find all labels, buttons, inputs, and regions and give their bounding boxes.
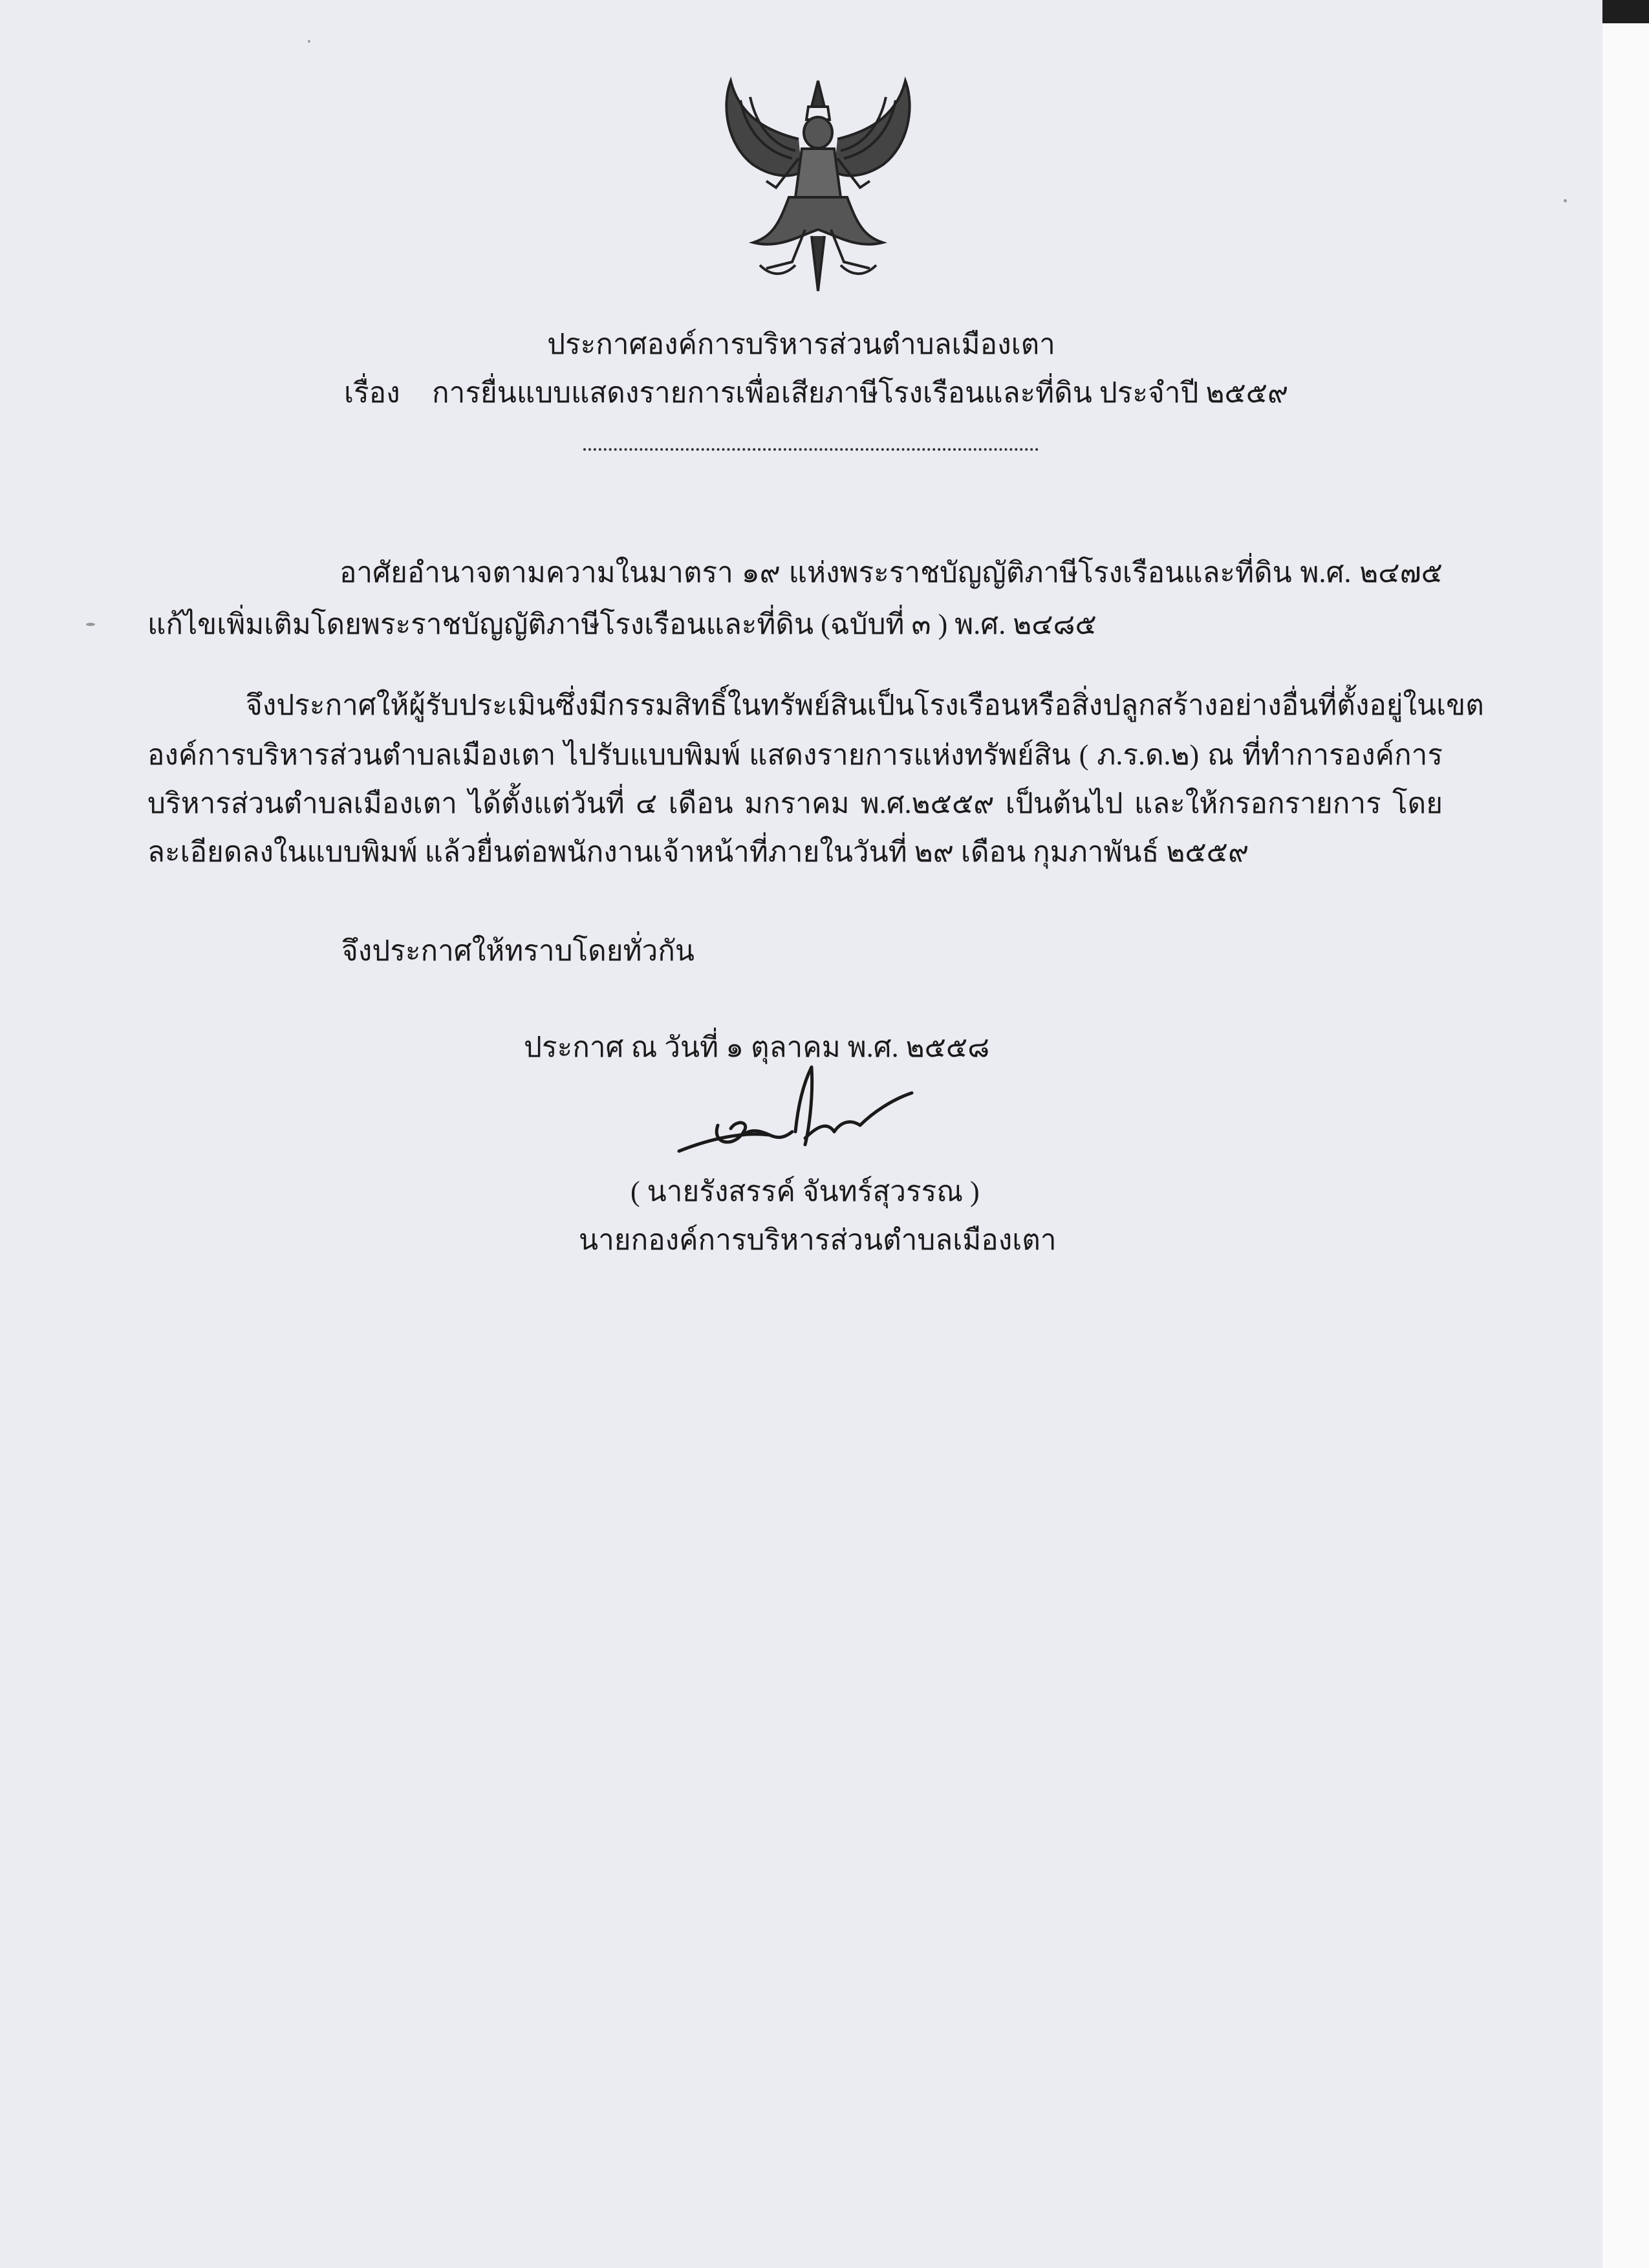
scan-speck	[308, 40, 310, 43]
closing-statement: จึงประกาศให้ทราบโดยทั่วกัน	[341, 935, 695, 967]
paragraph-2-line-2: องค์การบริหารส่วนตำบลเมืองเตา ไปรับแบบพิมพ์ แสดงรายการแห่งทรัพย์สิน ( ภ.ร.ด.๒) ณ ที่ทำการองค์การ	[147, 739, 1443, 771]
paragraph-2-line-1: จึงประกาศให้ผู้รับประเมินซึ่งมีกรรมสิทธิ์ในทรัพย์สินเป็นโรงเรือนหรือสิ่งปลูกสร้างอย่างอื่นที่ตั้งอยู่ในเขต	[246, 689, 1484, 721]
scan-speck	[1564, 199, 1567, 202]
paragraph-2-line-3: บริหารส่วนตำบลเมืองเตา ได้ตั้งแต่วันที่ ๔ เดือน มกราคม พ.ศ.๒๕๕๙ เป็นต้นไป และให้กรอกรายการ โดย	[147, 788, 1443, 819]
signer-name: ( นายรังสรรค์ จันทร์สุวรรณ )	[630, 1176, 980, 1207]
paragraph-1-line-1: อาศัยอำนาจตามความในมาตรา ๑๙ แห่งพระราชบัญญัติภาษีโรงเรือนและที่ดิน พ.ศ. ๒๔๗๕	[339, 557, 1443, 589]
subject-label: เรื่อง	[344, 377, 400, 409]
title-divider	[583, 448, 1039, 451]
handwritten-signature	[673, 1061, 918, 1164]
scan-speck	[86, 623, 95, 626]
announcement-date: ประกาศ ณ วันที่ ๑ ตุลาคม พ.ศ. ๒๕๕๘	[524, 1031, 990, 1063]
paragraph-2-line-4: ละเอียดลงในแบบพิมพ์ แล้วยื่นต่อพนักงานเจ้าหน้าที่ภายในวันที่ ๒๙ เดือน กุมภาพันธ์ ๒๕๕๙	[147, 836, 1249, 868]
scan-corner-shadow	[1602, 0, 1649, 23]
signer-position: นายกองค์การบริหารส่วนตำบลเมืองเตา	[579, 1224, 1057, 1256]
scan-border	[1602, 0, 1649, 2268]
paragraph-1-line-2: แก้ไขเพิ่มเติมโดยพระราชบัญญัติภาษีโรงเรือนและที่ดิน (ฉบับที่ ๓ ) พ.ศ. ๒๔๘๕	[147, 609, 1097, 640]
garuda-emblem-icon	[715, 68, 921, 301]
subject-text: การยื่นแบบแสดงรายการเพื่อเสียภาษีโรงเรือนและที่ดิน ประจำปี ๒๕๕๙	[432, 377, 1289, 409]
announcement-title: ประกาศองค์การบริหารส่วนตำบลเมืองเตา	[547, 329, 1055, 360]
